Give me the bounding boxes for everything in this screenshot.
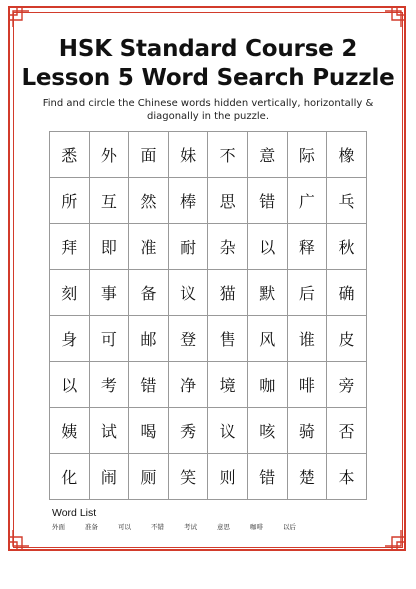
- grid-cell[interactable]: 确: [327, 270, 367, 316]
- grid-cell[interactable]: 不: [208, 132, 248, 178]
- page-title-line1: HSK Standard Course 2: [58, 36, 358, 62]
- grid-cell[interactable]: 皮: [327, 316, 367, 362]
- grid-cell[interactable]: 旁: [327, 362, 367, 408]
- grid-cell[interactable]: 以: [50, 362, 90, 408]
- grid-cell[interactable]: 啡: [288, 362, 328, 408]
- grid-cell[interactable]: 可: [90, 316, 130, 362]
- grid-cell[interactable]: 棒: [169, 178, 209, 224]
- grid-cell[interactable]: 邮: [129, 316, 169, 362]
- grid-cell[interactable]: 喝: [129, 408, 169, 454]
- word-list-item: 外面: [52, 523, 65, 531]
- grid-cell[interactable]: 化: [50, 454, 90, 500]
- grid-cell[interactable]: 意: [248, 132, 288, 178]
- word-list-item: 准备: [85, 523, 98, 531]
- grid-cell[interactable]: 刻: [50, 270, 90, 316]
- word-list-item: 考试: [184, 523, 197, 531]
- word-search-grid: [49, 131, 367, 500]
- grid-cell[interactable]: 思: [208, 178, 248, 224]
- grid-cell[interactable]: 际: [288, 132, 328, 178]
- corner-ornament-icon: [8, 6, 30, 28]
- word-list-item: 可以: [118, 523, 131, 531]
- grid-cell[interactable]: 橡: [327, 132, 367, 178]
- grid-cell[interactable]: 以: [248, 224, 288, 270]
- grid-cell[interactable]: 互: [90, 178, 130, 224]
- grid-cell[interactable]: 议: [169, 270, 209, 316]
- grid-cell[interactable]: 然: [129, 178, 169, 224]
- grid-cell[interactable]: 秋: [327, 224, 367, 270]
- grid-cell[interactable]: 笑: [169, 454, 209, 500]
- grid-cell[interactable]: 本: [327, 454, 367, 500]
- grid-cell[interactable]: 后: [288, 270, 328, 316]
- grid-cell[interactable]: 否: [327, 408, 367, 454]
- grid-cell[interactable]: 悉: [50, 132, 90, 178]
- grid-cell[interactable]: 事: [90, 270, 130, 316]
- grid-cell[interactable]: 外: [90, 132, 130, 178]
- grid-cell[interactable]: 境: [208, 362, 248, 408]
- grid-cell[interactable]: 咖: [248, 362, 288, 408]
- grid-cell[interactable]: 乓: [327, 178, 367, 224]
- grid-cell[interactable]: 议: [208, 408, 248, 454]
- grid-cell[interactable]: 净: [169, 362, 209, 408]
- word-list: [52, 522, 372, 531]
- grid-cell[interactable]: 错: [248, 178, 288, 224]
- instructions: Find and circle the Chinese words hidden vertically, horizontally & diagonally in the puzzle.: [42, 98, 374, 122]
- grid-cell[interactable]: 准: [129, 224, 169, 270]
- grid-cell[interactable]: 备: [129, 270, 169, 316]
- page-title-line2: Lesson 5 Word Search Puzzle: [21, 65, 395, 91]
- grid-cell[interactable]: 错: [129, 362, 169, 408]
- grid-cell[interactable]: 风: [248, 316, 288, 362]
- grid-cell[interactable]: 面: [129, 132, 169, 178]
- word-list-title: Word List: [52, 507, 97, 519]
- grid-cell[interactable]: 咳: [248, 408, 288, 454]
- grid-cell[interactable]: 试: [90, 408, 130, 454]
- grid-cell[interactable]: 默: [248, 270, 288, 316]
- grid-cell[interactable]: 厕: [129, 454, 169, 500]
- grid-cell[interactable]: 释: [288, 224, 328, 270]
- grid-cell[interactable]: 则: [208, 454, 248, 500]
- grid-cell[interactable]: 姨: [50, 408, 90, 454]
- grid-cell[interactable]: 拜: [50, 224, 90, 270]
- grid-cell[interactable]: 骑: [288, 408, 328, 454]
- grid-cell[interactable]: 杂: [208, 224, 248, 270]
- grid-cell[interactable]: 即: [90, 224, 130, 270]
- grid-cell[interactable]: 耐: [169, 224, 209, 270]
- grid-cell[interactable]: 广: [288, 178, 328, 224]
- grid-cell[interactable]: 谁: [288, 316, 328, 362]
- word-list-item: 不错: [151, 523, 164, 531]
- grid-cell[interactable]: 身: [50, 316, 90, 362]
- grid-cell[interactable]: 秀: [169, 408, 209, 454]
- word-list-item: 意思: [217, 523, 230, 531]
- grid-cell[interactable]: 猫: [208, 270, 248, 316]
- grid-cell[interactable]: 楚: [288, 454, 328, 500]
- word-list-item: 咖啡: [250, 523, 263, 531]
- grid-cell[interactable]: 售: [208, 316, 248, 362]
- grid-cell[interactable]: 妹: [169, 132, 209, 178]
- grid-cell[interactable]: 闹: [90, 454, 130, 500]
- word-list-item: 以后: [283, 523, 296, 531]
- grid-cell[interactable]: 考: [90, 362, 130, 408]
- corner-ornament-icon: [384, 529, 406, 551]
- corner-ornament-icon: [8, 529, 30, 551]
- corner-ornament-icon: [384, 6, 406, 28]
- grid-cell[interactable]: 所: [50, 178, 90, 224]
- grid-cell[interactable]: 登: [169, 316, 209, 362]
- grid-cell[interactable]: 错: [248, 454, 288, 500]
